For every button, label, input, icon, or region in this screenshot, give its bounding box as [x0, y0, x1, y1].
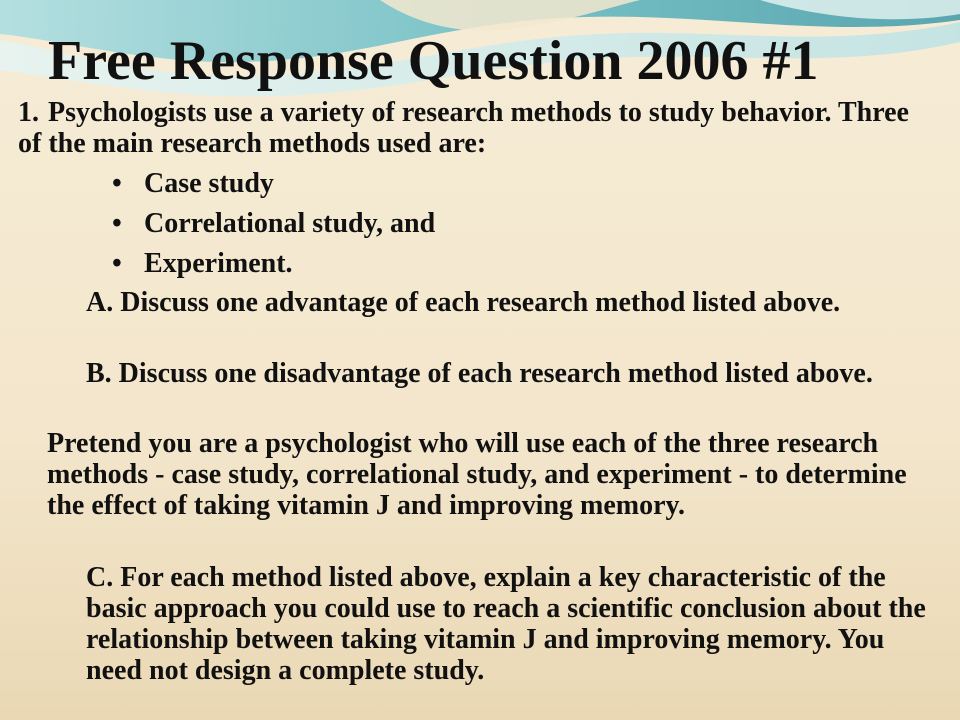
bullet-glyph: •: [112, 248, 122, 279]
bullet-label: Correlational study, and: [144, 208, 436, 239]
bullet-item: [112, 248, 293, 279]
bullet-item: [112, 208, 435, 239]
bullet-glyph: •: [112, 208, 122, 239]
bullet-label: Case study: [144, 168, 274, 199]
question-number: 1.: [18, 97, 39, 128]
bullet-label: Experiment.: [144, 248, 293, 279]
question-intro-text: Psychologists use a variety of research methods to study behavior. Three of the main research methods used are:: [18, 97, 909, 159]
scenario-text: Pretend you are a psychologist who will use each of the three research methods - case study, correlational study, and experiment - to determine the effect of taking vitamin J and improving memory.: [47, 428, 907, 521]
slide-title: Free Response Question 2006 #1: [48, 30, 819, 92]
part-b: B. Discuss one disadvantage of each research method listed above.: [86, 358, 873, 389]
question-intro: [18, 97, 918, 159]
part-c: C. For each method listed above, explain a key characteristic of the basic approach you could use to reach a scientific conclusion about the relationship between taking vitamin J and improving memory. You need not design a complete study.: [86, 562, 926, 686]
part-a: A. Discuss one advantage of each research method listed above.: [86, 287, 841, 318]
bullet-item: [112, 168, 274, 199]
bullet-glyph: •: [112, 168, 122, 199]
